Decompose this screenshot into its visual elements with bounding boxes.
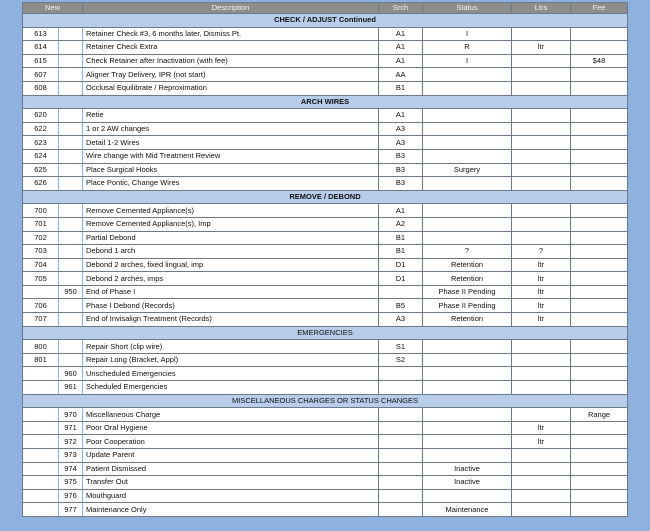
ltrs-cell bbox=[512, 136, 571, 150]
sub-code-cell: 973 bbox=[59, 449, 83, 463]
table-body bbox=[23, 14, 628, 517]
description-cell: Occlusal Equilibrate / Reproximation bbox=[83, 81, 379, 95]
fee-cell bbox=[571, 435, 628, 449]
sub-code-cell: 960 bbox=[59, 367, 83, 381]
status-cell: I bbox=[423, 27, 512, 41]
ltrs-cell: ltr bbox=[512, 421, 571, 435]
srch-cell: A1 bbox=[379, 54, 423, 68]
sub-code-cell bbox=[59, 136, 83, 150]
code-cell: 623 bbox=[23, 136, 59, 150]
status-cell bbox=[423, 149, 512, 163]
status-cell bbox=[423, 408, 512, 422]
table-row bbox=[23, 462, 628, 476]
table-row bbox=[23, 435, 628, 449]
status-cell: Inactive bbox=[423, 462, 512, 476]
status-cell bbox=[423, 489, 512, 503]
code-cell: 705 bbox=[23, 272, 59, 286]
sub-code-cell bbox=[59, 272, 83, 286]
sub-code-cell bbox=[59, 231, 83, 245]
description-cell: Maintenance Only bbox=[83, 503, 379, 517]
sub-code-cell bbox=[59, 204, 83, 218]
header-ltrs: Ltrs bbox=[512, 3, 571, 14]
ltrs-cell bbox=[512, 81, 571, 95]
status-cell bbox=[423, 435, 512, 449]
code-cell bbox=[23, 421, 59, 435]
srch-cell bbox=[379, 503, 423, 517]
description-cell: Retainer Check Extra bbox=[83, 41, 379, 55]
sub-code-cell: 971 bbox=[59, 421, 83, 435]
description-cell: Unscheduled Emergencies bbox=[83, 367, 379, 381]
ltrs-cell bbox=[512, 217, 571, 231]
srch-cell bbox=[379, 476, 423, 490]
sub-code-cell: 950 bbox=[59, 285, 83, 299]
description-cell: Place Surgical Hooks bbox=[83, 163, 379, 177]
section-header-row bbox=[23, 95, 628, 109]
fee-cell bbox=[571, 299, 628, 313]
status-cell bbox=[423, 81, 512, 95]
header-srch: Srch bbox=[379, 3, 423, 14]
code-cell: 701 bbox=[23, 217, 59, 231]
ltrs-cell bbox=[512, 449, 571, 463]
table-row bbox=[23, 489, 628, 503]
code-cell: 620 bbox=[23, 109, 59, 123]
code-cell: 704 bbox=[23, 258, 59, 272]
description-cell: Poor Cooperation bbox=[83, 435, 379, 449]
table-row bbox=[23, 408, 628, 422]
ltrs-cell bbox=[512, 503, 571, 517]
sub-code-cell bbox=[59, 149, 83, 163]
srch-cell: A1 bbox=[379, 204, 423, 218]
sub-code-cell: 977 bbox=[59, 503, 83, 517]
sub-code-cell: 974 bbox=[59, 462, 83, 476]
status-cell bbox=[423, 68, 512, 82]
sub-code-cell bbox=[59, 340, 83, 354]
ltrs-cell bbox=[512, 353, 571, 367]
srch-cell: A1 bbox=[379, 27, 423, 41]
sub-code-cell bbox=[59, 163, 83, 177]
fee-cell bbox=[571, 272, 628, 286]
status-cell bbox=[423, 449, 512, 463]
table-row bbox=[23, 177, 628, 191]
ltrs-cell bbox=[512, 489, 571, 503]
fee-cell bbox=[571, 41, 628, 55]
table-row bbox=[23, 136, 628, 150]
table-row bbox=[23, 68, 628, 82]
table-row bbox=[23, 381, 628, 395]
status-cell bbox=[423, 367, 512, 381]
ltrs-cell bbox=[512, 408, 571, 422]
ltrs-cell bbox=[512, 163, 571, 177]
fee-cell bbox=[571, 489, 628, 503]
description-cell: End of Phase I bbox=[83, 285, 379, 299]
code-cell: 707 bbox=[23, 313, 59, 327]
fee-cell bbox=[571, 231, 628, 245]
srch-cell: B5 bbox=[379, 299, 423, 313]
fee-cell bbox=[571, 367, 628, 381]
code-cell bbox=[23, 476, 59, 490]
sub-code-cell: 970 bbox=[59, 408, 83, 422]
sub-code-cell bbox=[59, 299, 83, 313]
fee-cell bbox=[571, 27, 628, 41]
ltrs-cell bbox=[512, 177, 571, 191]
srch-cell: A3 bbox=[379, 313, 423, 327]
section-title: EMERGENCIES bbox=[23, 326, 628, 340]
srch-cell: B1 bbox=[379, 81, 423, 95]
code-cell: 626 bbox=[23, 177, 59, 191]
description-cell: Miscellaneous Charge bbox=[83, 408, 379, 422]
table-row bbox=[23, 27, 628, 41]
srch-cell bbox=[379, 449, 423, 463]
srch-cell: A1 bbox=[379, 41, 423, 55]
fee-cell bbox=[571, 462, 628, 476]
sub-code-cell: 976 bbox=[59, 489, 83, 503]
section-header-row bbox=[23, 190, 628, 204]
fee-cell bbox=[571, 81, 628, 95]
description-cell: Phase I Debond (Records) bbox=[83, 299, 379, 313]
fee-cell bbox=[571, 503, 628, 517]
status-cell: Retention bbox=[423, 272, 512, 286]
description-cell: Debond 2 arches, imps bbox=[83, 272, 379, 286]
ltrs-cell bbox=[512, 381, 571, 395]
code-cell: 801 bbox=[23, 353, 59, 367]
srch-cell: A3 bbox=[379, 122, 423, 136]
srch-cell: S1 bbox=[379, 340, 423, 354]
code-cell bbox=[23, 462, 59, 476]
header-status: Status bbox=[423, 3, 512, 14]
description-cell: Retie bbox=[83, 109, 379, 123]
procedure-code-table bbox=[22, 2, 628, 517]
sub-code-cell bbox=[59, 217, 83, 231]
fee-cell bbox=[571, 421, 628, 435]
sub-code-cell: 975 bbox=[59, 476, 83, 490]
ltrs-cell bbox=[512, 367, 571, 381]
sub-code-cell bbox=[59, 177, 83, 191]
ltrs-cell: ltr bbox=[512, 299, 571, 313]
srch-cell bbox=[379, 285, 423, 299]
description-cell: Transfer Out bbox=[83, 476, 379, 490]
table-row bbox=[23, 476, 628, 490]
code-cell bbox=[23, 285, 59, 299]
srch-cell: D1 bbox=[379, 258, 423, 272]
status-cell: I bbox=[423, 54, 512, 68]
fee-cell bbox=[571, 136, 628, 150]
code-cell: 615 bbox=[23, 54, 59, 68]
code-cell: 607 bbox=[23, 68, 59, 82]
section-header-row bbox=[23, 14, 628, 28]
ltrs-cell: ltr bbox=[512, 435, 571, 449]
sub-code-cell: 972 bbox=[59, 435, 83, 449]
code-cell: 700 bbox=[23, 204, 59, 218]
table-row bbox=[23, 245, 628, 259]
srch-cell: B3 bbox=[379, 163, 423, 177]
code-cell bbox=[23, 435, 59, 449]
description-cell: Retainer Check #3, 6 months later, Dismiss Pt. bbox=[83, 27, 379, 41]
table-row bbox=[23, 353, 628, 367]
fee-cell bbox=[571, 285, 628, 299]
description-cell: Remove Cemented Appliance(s) bbox=[83, 204, 379, 218]
description-cell: Remove Cemented Appliance(s), Imp bbox=[83, 217, 379, 231]
status-cell bbox=[423, 136, 512, 150]
ltrs-cell: ltr bbox=[512, 258, 571, 272]
srch-cell: A3 bbox=[379, 136, 423, 150]
code-cell bbox=[23, 367, 59, 381]
table-row bbox=[23, 122, 628, 136]
srch-cell: A2 bbox=[379, 217, 423, 231]
table-row bbox=[23, 313, 628, 327]
status-cell bbox=[423, 204, 512, 218]
srch-cell bbox=[379, 367, 423, 381]
fee-cell bbox=[571, 381, 628, 395]
sub-code-cell bbox=[59, 353, 83, 367]
sub-code-cell bbox=[59, 258, 83, 272]
fee-cell bbox=[571, 340, 628, 354]
status-cell bbox=[423, 177, 512, 191]
srch-cell: B3 bbox=[379, 149, 423, 163]
status-cell bbox=[423, 340, 512, 354]
fee-cell: $48 bbox=[571, 54, 628, 68]
description-cell: Wire change with Mid Treatment Review bbox=[83, 149, 379, 163]
table-row bbox=[23, 231, 628, 245]
section-header-row bbox=[23, 326, 628, 340]
ltrs-cell bbox=[512, 68, 571, 82]
fee-cell bbox=[571, 449, 628, 463]
code-cell: 624 bbox=[23, 149, 59, 163]
sub-code-cell bbox=[59, 245, 83, 259]
ltrs-cell bbox=[512, 27, 571, 41]
ltrs-cell: ltr bbox=[512, 41, 571, 55]
srch-cell bbox=[379, 462, 423, 476]
table-row bbox=[23, 503, 628, 517]
status-cell bbox=[423, 381, 512, 395]
srch-cell: S2 bbox=[379, 353, 423, 367]
code-cell: 608 bbox=[23, 81, 59, 95]
fee-cell bbox=[571, 217, 628, 231]
ltrs-cell: ltr bbox=[512, 313, 571, 327]
code-cell: 800 bbox=[23, 340, 59, 354]
table-row bbox=[23, 367, 628, 381]
code-cell bbox=[23, 489, 59, 503]
fee-cell bbox=[571, 313, 628, 327]
description-cell: Repair Short (clip wire) bbox=[83, 340, 379, 354]
table-row bbox=[23, 163, 628, 177]
description-cell: Place Pontic, Change Wires bbox=[83, 177, 379, 191]
table-row bbox=[23, 204, 628, 218]
code-cell bbox=[23, 449, 59, 463]
description-cell: Partial Debond bbox=[83, 231, 379, 245]
ltrs-cell bbox=[512, 462, 571, 476]
ltrs-cell bbox=[512, 109, 571, 123]
description-cell: Scheduled Emergencies bbox=[83, 381, 379, 395]
ltrs-cell bbox=[512, 149, 571, 163]
table-row bbox=[23, 217, 628, 231]
description-cell: Mouthguard bbox=[83, 489, 379, 503]
srch-cell bbox=[379, 408, 423, 422]
status-cell: Retention bbox=[423, 313, 512, 327]
sub-code-cell bbox=[59, 81, 83, 95]
description-cell: Debond 2 arches, fixed lingual, imp bbox=[83, 258, 379, 272]
fee-cell bbox=[571, 245, 628, 259]
status-cell: Retention bbox=[423, 258, 512, 272]
table-row bbox=[23, 421, 628, 435]
sub-code-cell bbox=[59, 109, 83, 123]
srch-cell: AA bbox=[379, 68, 423, 82]
description-cell: Debond 1 arch bbox=[83, 245, 379, 259]
table-row bbox=[23, 299, 628, 313]
fee-cell bbox=[571, 163, 628, 177]
code-cell bbox=[23, 408, 59, 422]
description-cell: Detail 1-2 Wires bbox=[83, 136, 379, 150]
sub-code-cell bbox=[59, 122, 83, 136]
status-cell bbox=[423, 122, 512, 136]
ltrs-cell: ltr bbox=[512, 285, 571, 299]
section-title: REMOVE / DEBOND bbox=[23, 190, 628, 204]
status-cell: Maintenance bbox=[423, 503, 512, 517]
description-cell: Patient Dismissed bbox=[83, 462, 379, 476]
code-cell: 614 bbox=[23, 41, 59, 55]
fee-cell bbox=[571, 177, 628, 191]
sub-code-cell bbox=[59, 54, 83, 68]
description-cell: 1 or 2 AW changes bbox=[83, 122, 379, 136]
srch-cell: B3 bbox=[379, 177, 423, 191]
table-row bbox=[23, 272, 628, 286]
srch-cell bbox=[379, 489, 423, 503]
ltrs-cell: ? bbox=[512, 245, 571, 259]
sub-code-cell bbox=[59, 313, 83, 327]
fee-cell bbox=[571, 149, 628, 163]
ltrs-cell bbox=[512, 476, 571, 490]
section-title: MISCELLANEOUS CHARGES OR STATUS CHANGES bbox=[23, 394, 628, 408]
status-cell bbox=[423, 353, 512, 367]
code-cell: 613 bbox=[23, 27, 59, 41]
table-row bbox=[23, 285, 628, 299]
description-cell: Aligner Tray Delivery, IPR (not start) bbox=[83, 68, 379, 82]
fee-cell bbox=[571, 476, 628, 490]
srch-cell bbox=[379, 421, 423, 435]
fee-cell bbox=[571, 258, 628, 272]
description-cell: End of Invisalign Treatment (Records) bbox=[83, 313, 379, 327]
table-row bbox=[23, 340, 628, 354]
ltrs-cell bbox=[512, 340, 571, 354]
status-cell: ? bbox=[423, 245, 512, 259]
header-fee: Fee bbox=[571, 3, 628, 14]
status-cell: Phase II Pending bbox=[423, 299, 512, 313]
status-cell bbox=[423, 217, 512, 231]
table-row bbox=[23, 258, 628, 272]
status-cell: R bbox=[423, 41, 512, 55]
sub-code-cell bbox=[59, 68, 83, 82]
srch-cell: B1 bbox=[379, 245, 423, 259]
table-header-row bbox=[23, 3, 628, 14]
description-cell: Repair Long (Bracket, Appl) bbox=[83, 353, 379, 367]
code-cell bbox=[23, 381, 59, 395]
status-cell: Inactive bbox=[423, 476, 512, 490]
status-cell: Phase II Pending bbox=[423, 285, 512, 299]
code-cell: 625 bbox=[23, 163, 59, 177]
header-description: Description bbox=[83, 3, 379, 14]
code-cell: 706 bbox=[23, 299, 59, 313]
table-row bbox=[23, 54, 628, 68]
code-cell: 702 bbox=[23, 231, 59, 245]
status-cell: Surgery bbox=[423, 163, 512, 177]
status-cell bbox=[423, 421, 512, 435]
status-cell bbox=[423, 231, 512, 245]
fee-cell bbox=[571, 353, 628, 367]
srch-cell: A1 bbox=[379, 109, 423, 123]
ltrs-cell bbox=[512, 231, 571, 245]
table-row bbox=[23, 109, 628, 123]
fee-cell bbox=[571, 122, 628, 136]
code-cell: 703 bbox=[23, 245, 59, 259]
header-new: New bbox=[23, 3, 83, 14]
section-header-row bbox=[23, 394, 628, 408]
ltrs-cell: ltr bbox=[512, 272, 571, 286]
table-row bbox=[23, 149, 628, 163]
section-title: ARCH WIRES bbox=[23, 95, 628, 109]
section-title: CHECK / ADJUST Continued bbox=[23, 14, 628, 28]
table-row bbox=[23, 449, 628, 463]
srch-cell: B1 bbox=[379, 231, 423, 245]
code-cell bbox=[23, 503, 59, 517]
table-row bbox=[23, 41, 628, 55]
srch-cell: D1 bbox=[379, 272, 423, 286]
fee-cell bbox=[571, 109, 628, 123]
description-cell: Update Parent bbox=[83, 449, 379, 463]
ltrs-cell bbox=[512, 204, 571, 218]
srch-cell bbox=[379, 435, 423, 449]
fee-cell bbox=[571, 68, 628, 82]
srch-cell bbox=[379, 381, 423, 395]
description-cell: Check Retainer after Inactivation (with fee) bbox=[83, 54, 379, 68]
sub-code-cell bbox=[59, 27, 83, 41]
ltrs-cell bbox=[512, 122, 571, 136]
status-cell bbox=[423, 109, 512, 123]
sub-code-cell: 961 bbox=[59, 381, 83, 395]
fee-cell bbox=[571, 204, 628, 218]
sub-code-cell bbox=[59, 41, 83, 55]
fee-cell: Range bbox=[571, 408, 628, 422]
description-cell: Poor Oral Hygiene bbox=[83, 421, 379, 435]
code-cell: 622 bbox=[23, 122, 59, 136]
ltrs-cell bbox=[512, 54, 571, 68]
table-row bbox=[23, 81, 628, 95]
